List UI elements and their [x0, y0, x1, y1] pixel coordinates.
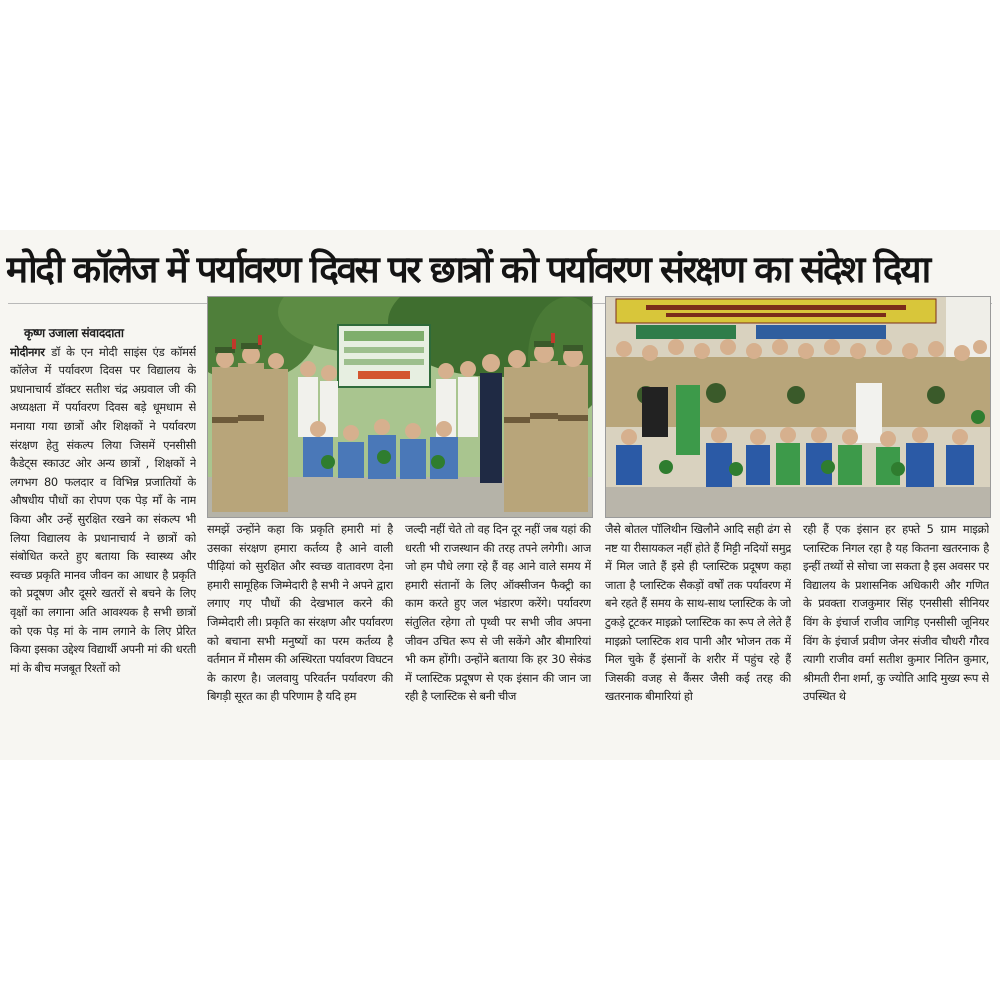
article-column-3	[405, 520, 591, 756]
column-1-text: डॉ के एन मोदी साइंस एंड कॉमर्स कॉलेज में पर्यावरण दिवस पर विद्यालय के प्रधानाचार्य डॉक्टर सतीश चंद्र अग्रवाल जी की अध्यक्षता में पर्यावरण दिवस बड़े धूमधाम से मनाया गया छात्रों और शिक्षकों ने पर्यावरण संरक्षण हेतु संकल्प लिया जिसमें एनसीसी कैडेट्स स्काउट ओर अन्य छात्रों , शिक्षकों ने लगभग 80 फलदार व विभिन्न प्रजातियों के औषधीय पौधों का रोपण एक पेड़ माँ के नाम किया और उन्हें सुरक्षित रखने का संकल्प भी लिया विद्यालय के प्रधानाचार्य ने छात्रों को संबोधित करते हुए बताया कि स्वास्थ्य और स्वच्छ प्रकृति मानव जीवन का आधार है प्रकृति को प्रदूषण और दूसरे खतरों से बचने के लिए वृक्षों का लगाना अति आवश्यक है सभी छात्रों को एक पेड़ मां के नाम लगाने के लिए प्रेरित किया इसका उद्देश्य विद्यार्थी अपनी मां की धरती मां के बीच मजबूत रिश्तों को	[10, 344, 196, 675]
byline: कृष्ण उजाला संवाददाता	[24, 326, 124, 340]
article-column-4	[605, 520, 791, 756]
column-2-text: समझें उन्होंने कहा कि प्रकृति हमारी मां है उसका संरक्षण हमारा कर्तव्य है आने वाली पीढ़ियां को सुरक्षित और स्वच्छ वातावरण देना हमारी सामूहिक जिम्मेदारी है सभी ने अपने द्वारा लगाए गए पौधों की देखभाल करने की जिम्मेदारी ली। प्रकृति का संरक्षण और पर्यावरण को बचाना सभी मनुष्यों का परम कर्तव्य है वर्तमान में मौसम की अस्थिरता पर्यावरण विघटन के कारण है। जलवायु परिवर्तन पर्यावरण की बिगड़ी सूरत का ही परिणाम है यदि हम	[207, 522, 393, 704]
article-column-1	[10, 324, 196, 756]
column-3-text: जल्दी नहीं चेते तो वह दिन दूर नहीं जब यहां की धरती भी राजस्थान की तरह तपने लगेगी। आज जो हम पौधे लगा रहे हैं वह आने वाले समय में हमारी संतानों के लिए ऑक्सीजन फैक्ट्री का काम करते हुए जल भंडारण करेंगे। पर्यावरण संतुलित रहेगा तो पृथ्वी पर सभी जीव अपना जीवन उचित रूप से जी सकेंगे और बीमारियां भी कम होंगी। उन्होंने बताया कि हर 30 सेकंड में प्लास्टिक प्रदूषण से एक इंसान की जान जा रही है प्लास्टिक से बनी चीज	[405, 522, 591, 704]
column-4-text: जैसे बोतल पॉलिथीन खिलौने आदि सही ढंग से नष्ट या रीसायकल नहीं होते हैं मिट्टी नदियों समुद्र में मिल जाते हैं इसे ही प्लास्टिक प्रदूषण कहा जाता है प्लास्टिक सैकड़ों वर्षों तक पर्यावरण में बने रहते हैं समय के साथ-साथ प्लास्टिक के जो टुकड़े टूटकर माइक्रो प्लास्टिक का रूप ले लेते हैं माइक्रो प्लास्टिक शव पानी और भोजन तक में मिल चुके हैं इंसानों के शरीर में पहुंच रहे हैं जिसकी वजह से कैंसर जैसी कई तरह की खतरनाक बीमारियां हो	[605, 522, 791, 704]
column-5-text: रही हैं एक इंसान हर हफ्ते 5 ग्राम माइक्रो प्लास्टिक निगल रहा है यह कितना खतरनाक है इन्हीं तथ्यों से सोचा जा सकता है इस अवसर पर विद्यालय के प्रशासनिक अधिकारी और गणित के प्रवक्ता राजकुमार सिंह एनसीसी सीनियर विंग के इंचार्ज राजीव जागिड़ एनसीसी जूनियर विंग के इंचार्ज प्रवीण जेनर संजीव चौधरी गौरव त्यागी राजीव वर्मा सतीश कुमार नितिन कुमार, श्रीमती रीना शर्मा, कु ज्योति आदि मुख्य रूप से उपस्थित थे	[803, 522, 989, 704]
article-column-2	[207, 520, 393, 756]
article-column-5	[803, 520, 989, 756]
event-photo-left	[207, 296, 593, 518]
dateline: मोदीनगर	[10, 344, 52, 359]
event-photo-right	[605, 296, 991, 518]
headline: मोदी कॉलेज में पर्यावरण दिवस पर छात्रों को पर्यावरण संरक्षण का संदेश दिया	[6, 248, 929, 291]
